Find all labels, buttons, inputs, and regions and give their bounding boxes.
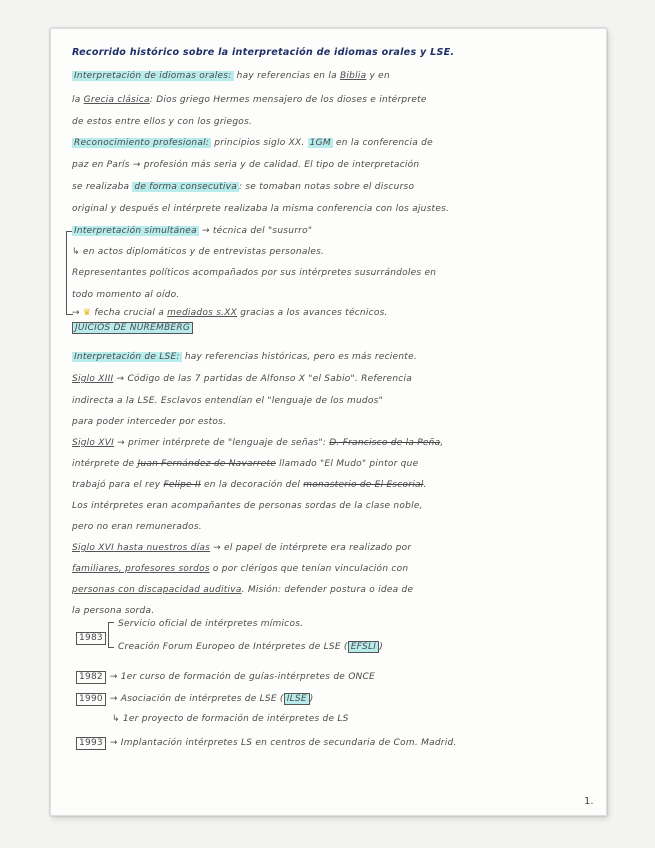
p5-line-7: [72, 478, 427, 492]
text: → el papel de intérprete era realizado por: [210, 543, 412, 553]
text: en la decoración del: [200, 480, 304, 490]
underline-to-today: Siglo XVI hasta nuestros días: [72, 543, 211, 553]
text: intérprete de: [72, 459, 138, 469]
year-box: 1982: [76, 671, 106, 684]
p2-line-1: [72, 136, 433, 150]
p1-line-1: [72, 69, 390, 83]
text: fecha crucial a: [91, 308, 168, 318]
efsli-box: EFSLI: [348, 641, 380, 653]
p5-line-13: la persona sorda.: [72, 606, 155, 616]
text: o por clérigos que tenían vinculación con: [209, 564, 409, 574]
p3-line-3: Representantes políticos acompañados por sus intérpretes susurrándoles en: [72, 268, 437, 278]
text: Creación Forum Europeo de Intérpretes de LSE (: [118, 642, 348, 652]
page-title: Recorrido histórico sobre la interpretación de idiomas orales y LSE.: [72, 47, 455, 58]
text: trabajó para el rey: [72, 480, 164, 490]
p5-line-9: pero no eran remunerados.: [72, 522, 202, 532]
p3-line-2: ↳ en actos diplomáticos y de entrevistas personales.: [72, 247, 325, 257]
p4-line: [72, 321, 193, 335]
underline-disability: personas con discapacidad auditiva: [72, 585, 242, 595]
text: . Misión: defender postura o idea de: [241, 585, 414, 595]
underline-siglo-xvi: Siglo XVI: [72, 438, 115, 448]
text: hay referencias en la: [233, 71, 340, 81]
year-box: 1993: [76, 737, 106, 750]
nuremberg-box: JUICIOS DE NUREMBERG: [72, 322, 193, 334]
event-1982: → 1er curso de formación de guías-intérpretes de ONCE: [109, 672, 375, 682]
highlight-recognition: Reconocimiento profesional:: [74, 138, 210, 148]
text: ,: [440, 438, 444, 448]
underline-siglo-xiii: Siglo XIII: [72, 374, 114, 384]
p5-line-12: [72, 583, 413, 597]
strike-pena: D. Francisco de la Peña: [329, 438, 441, 448]
text: hay referencias históricas, pero es más reciente.: [181, 352, 417, 362]
strike-escorial: monasterio de El Escorial: [303, 480, 424, 490]
text: se realizaba: [72, 182, 133, 192]
bracket-1983: [108, 622, 114, 648]
text: principios siglo XX.: [211, 138, 308, 148]
highlight-simultaneous: Interpretación simultánea: [74, 226, 197, 236]
arrow: →: [72, 308, 83, 318]
event-1990-b: ↳ 1er proyecto de formación de intérpretes de LS: [112, 714, 349, 724]
text: la: [72, 95, 84, 105]
underline-biblia: Biblia: [339, 71, 367, 81]
event-1993: → Implantación intérpretes LS en centros de secundaria de Com. Madrid.: [109, 738, 457, 748]
highlight-oral-interpretation: Interpretación de idiomas orales:: [74, 71, 232, 81]
p1-line-2: [72, 93, 427, 107]
year-1982-row: [76, 670, 375, 684]
p5-line-10: [72, 541, 411, 555]
p5-line-2: [72, 372, 412, 386]
p2-line-4: original y después el intérprete realizaba la misma conferencia con los ajustes.: [72, 204, 450, 214]
p5-line-11: [72, 562, 408, 576]
p3-line-5: [72, 306, 388, 320]
underline-family: familiares, profesores sordos: [72, 564, 210, 574]
event-1983-b: [118, 640, 383, 654]
text: .: [423, 480, 427, 490]
highlight-lse: Interpretación de LSE:: [74, 352, 180, 362]
text: llamado "El Mudo" pintor que: [276, 459, 419, 469]
year-1990-row: [76, 692, 314, 706]
p5-line-1: [72, 350, 417, 364]
highlight-consecutive: de forma consecutiva: [134, 182, 237, 192]
text: → Asociación de intérpretes de LSE (: [109, 694, 284, 704]
strike-navarrete: Juan Fernández de Navarrete: [137, 459, 277, 469]
text: → primer intérprete de "lenguaje de señas":: [114, 438, 330, 448]
year-box: 1990: [76, 693, 106, 706]
ilse-box: ILSE: [284, 693, 310, 705]
text: ): [309, 694, 314, 704]
page-number: 1.: [584, 796, 594, 807]
strike-felipe: Felipe II: [163, 480, 201, 490]
text: en la conferencia de: [332, 138, 433, 148]
underline-mid-century: mediados s.XX: [167, 308, 238, 318]
crown-icon: ♛: [82, 308, 92, 318]
year-1993-row: [76, 736, 457, 750]
p5-line-6: [72, 457, 418, 471]
p3-line-4: todo momento al oído.: [72, 290, 180, 300]
p5-line-5: [72, 436, 444, 450]
p2-line-2: paz en París → profesión más seria y de calidad. El tipo de interpretación: [72, 160, 420, 170]
year-1983: [76, 631, 110, 645]
text: → técnica del "susurro": [198, 226, 313, 236]
p5-line-4: para poder interceder por estos.: [72, 417, 227, 427]
text: : se tomaban notas sobre el discurso: [238, 182, 415, 192]
text: : Dios griego Hermes mensajero de los dioses e intérprete: [149, 95, 427, 105]
p5-line-8: Los intérpretes eran acompañantes de personas sordas de la clase noble,: [72, 501, 423, 511]
event-1983-a: Servicio oficial de intérpretes mímicos.: [118, 619, 304, 629]
text: gracias a los avances técnicos.: [237, 308, 388, 318]
p2-line-3: [72, 180, 414, 194]
p1-line-3: de estos entre ellos y con los griegos.: [72, 117, 253, 127]
text: y en: [366, 71, 390, 81]
year-box: 1983: [76, 632, 106, 645]
p3-line-1: [72, 224, 312, 238]
text: ): [379, 642, 383, 652]
highlight-1gm: 1GM: [309, 138, 331, 148]
underline-grecia: Grecia clásica: [83, 95, 150, 105]
text: → Código de las 7 partidas de Alfonso X "el Sabio". Referencia: [113, 374, 413, 384]
p5-line-3: indirecta a la LSE. Esclavos entendían el "lenguaje de los mudos": [72, 396, 383, 406]
